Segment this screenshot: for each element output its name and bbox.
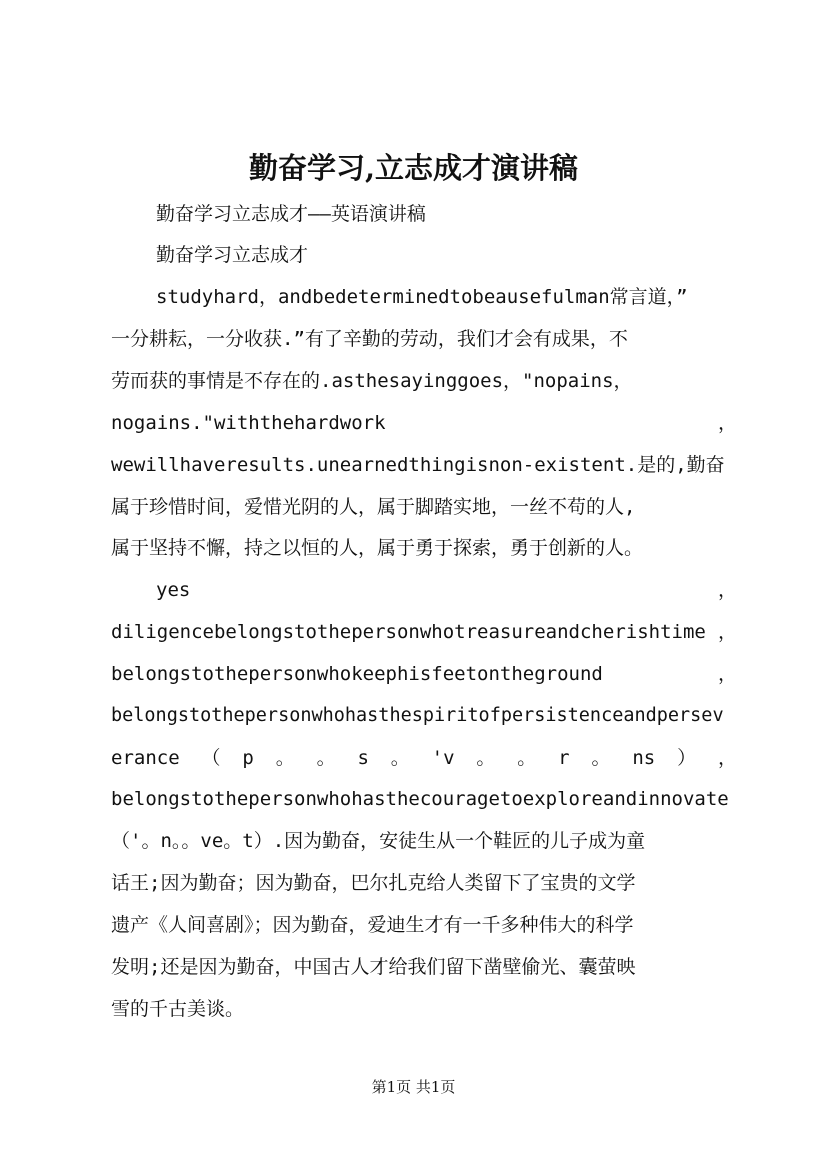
text-segment: （ [201, 747, 221, 769]
paragraph-line [111, 746, 737, 770]
paragraph-line: 遗产《人间喜剧》；因为勤奋，爱迪生才有一千多种伟大的科学 [111, 914, 634, 936]
text-segment: 。 [275, 747, 295, 769]
text-segment: 'v [431, 747, 455, 769]
text-segment: ， [717, 579, 737, 601]
paragraph-line: belongstothepersonwhohasthecouragetoexploreandinnovate [111, 788, 729, 810]
text-segment: r [558, 747, 570, 769]
text-segment: 。 [390, 747, 410, 769]
text-segment: p [242, 747, 254, 769]
paragraph-line: 发明;还是因为勤奋，中国古人才给我们留下凿壁偷光、囊萤映 [111, 956, 636, 978]
document-title: 勤奋学习,立志成才演讲稿 [248, 151, 579, 185]
text-segment: ， [717, 663, 737, 685]
text-segment: nogains."withthehardwork [111, 412, 386, 434]
paragraph-line: 劳而获的事情是不存在的.asthesayinggoes，"nopains， [111, 370, 633, 392]
text-segment: erance [111, 747, 180, 769]
paragraph-line: studyhard，andbedeterminedtobeausefulman常言道，” [156, 286, 688, 308]
text-segment: ns [632, 747, 656, 769]
text-segment: 。 [476, 747, 496, 769]
subtitle-line: 勤奋学习立志成才——英语演讲稿 [156, 203, 426, 225]
text-segment: 。 [591, 747, 611, 769]
text-segment: s [357, 747, 369, 769]
paragraph-line: 属于坚持不懈，持之以恒的人，属于勇于探索，勇于创新的人。 [111, 537, 644, 559]
paragraph-line: wewillhaveresults.unearnedthingisnon-existent.是的,勤奋 [111, 454, 725, 476]
paragraph-line [156, 578, 737, 602]
paragraph-line [111, 620, 737, 644]
paragraph-line [111, 411, 737, 435]
text-segment: diligencebelongstothepersonwhotreasureandcherishtime [111, 621, 706, 643]
paragraph-line: 话王;因为勤奋；因为勤奋，巴尔扎克给人类留下了宝贵的文学 [111, 872, 636, 894]
text-segment: yes [156, 579, 191, 601]
text-segment: ， [717, 747, 737, 769]
text-segment: ， [717, 621, 737, 643]
paragraph-line: belongstothepersonwhohasthespiritofpersistenceandpersev [111, 705, 724, 726]
paragraph-line: 一分耕耘，一分收获.”有了辛勤的劳动，我们才会有成果，不 [111, 328, 628, 350]
paragraph-line [111, 662, 737, 686]
text-segment: 。 [316, 747, 336, 769]
page-footer: 第1页 共1页 [371, 1078, 456, 1096]
paragraph-line: （'。n。。ve。t）.因为勤奋，安徒生从一个鞋匠的儿子成为童 [111, 830, 646, 852]
paragraph-line: 属于珍惜时间，爱惜光阴的人，属于脚踏实地，一丝不苟的人, [111, 496, 636, 518]
text-segment: ） [677, 747, 697, 769]
heading-line: 勤奋学习立志成才 [156, 244, 309, 266]
paragraph-line: 雪的千古美谈。 [111, 998, 245, 1020]
text-segment: ， [717, 412, 737, 434]
text-segment: belongstothepersonwhokeephisfeetontheground [111, 663, 603, 685]
text-segment: 。 [517, 747, 537, 769]
